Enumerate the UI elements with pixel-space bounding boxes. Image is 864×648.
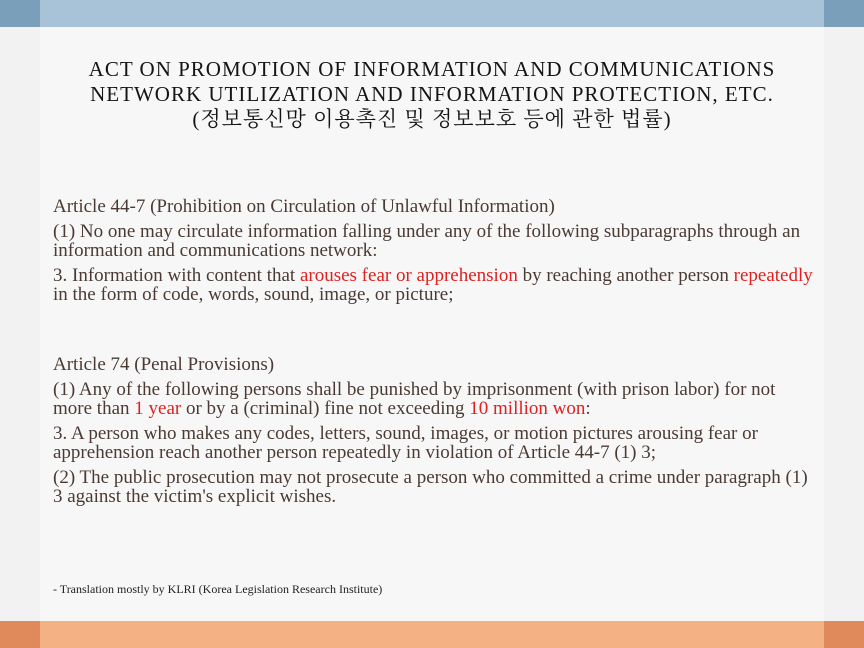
article-74-para-3: 3. A person who makes any codes, letters, sound, images, or motion pictures arousing fear or apprehension reach another person repeatedly in violation of Article 44-7 (1) 3; (53, 423, 758, 463)
slide-title (40, 57, 824, 132)
article-44-7-heading: Article 44-7 (Prohibition on Circulation of Unlawful Information) (53, 196, 555, 217)
highlight-10-million-won: 10 million won (469, 398, 586, 419)
top-band (0, 0, 864, 27)
text-segment: in the form of code, words, sound, image, or picture; (53, 284, 454, 305)
translation-footnote: - Translation mostly by KLRI (Korea Legislation Research Institute) (53, 582, 383, 596)
top-band-left-accent (0, 0, 40, 27)
highlight-1-year: 1 year (134, 398, 182, 419)
slide-body (53, 197, 813, 512)
article-74-para-1 (53, 380, 813, 418)
text-segment: : (585, 398, 591, 419)
title-line-3: (정보통신망 이용촉진 및 정보보호 등에 관한 법률) (192, 107, 672, 131)
text-segment: or by a (criminal) fine not exceeding (181, 398, 470, 419)
article-44-7-para-1: (1) No one may circulate information falling under any of the following subparagraphs through an information and communications network: (53, 221, 801, 261)
title-line-1: ACT ON PROMOTION OF INFORMATION AND COMMUNICATIONS (88, 57, 776, 81)
section-gap (53, 310, 813, 355)
bottom-band-right-accent (824, 621, 864, 648)
text-segment: by reaching another person (517, 265, 734, 286)
highlight-fear: arouses fear or apprehension (299, 265, 518, 286)
slide (40, 27, 824, 621)
bottom-band (0, 621, 864, 648)
highlight-repeatedly: repeatedly (733, 265, 813, 286)
text-segment: 3. Information with content that (53, 265, 300, 286)
article-44-7-para-3 (53, 266, 813, 304)
top-band-right-accent (824, 0, 864, 27)
article-74-heading: Article 74 (Penal Provisions) (53, 354, 275, 375)
article-74-para-2: (2) The public prosecution may not prosecute a person who committed a crime under paragraph (1) 3 against the victim's explicit wishes. (53, 467, 808, 507)
title-line-2: NETWORK UTILIZATION AND INFORMATION PROTECTION, ETC. (90, 82, 774, 106)
bottom-band-left-accent (0, 621, 40, 648)
text-segment: (1) Any of the following persons shall be punished by imprisonment (with prison labor) for not more than (53, 379, 776, 419)
